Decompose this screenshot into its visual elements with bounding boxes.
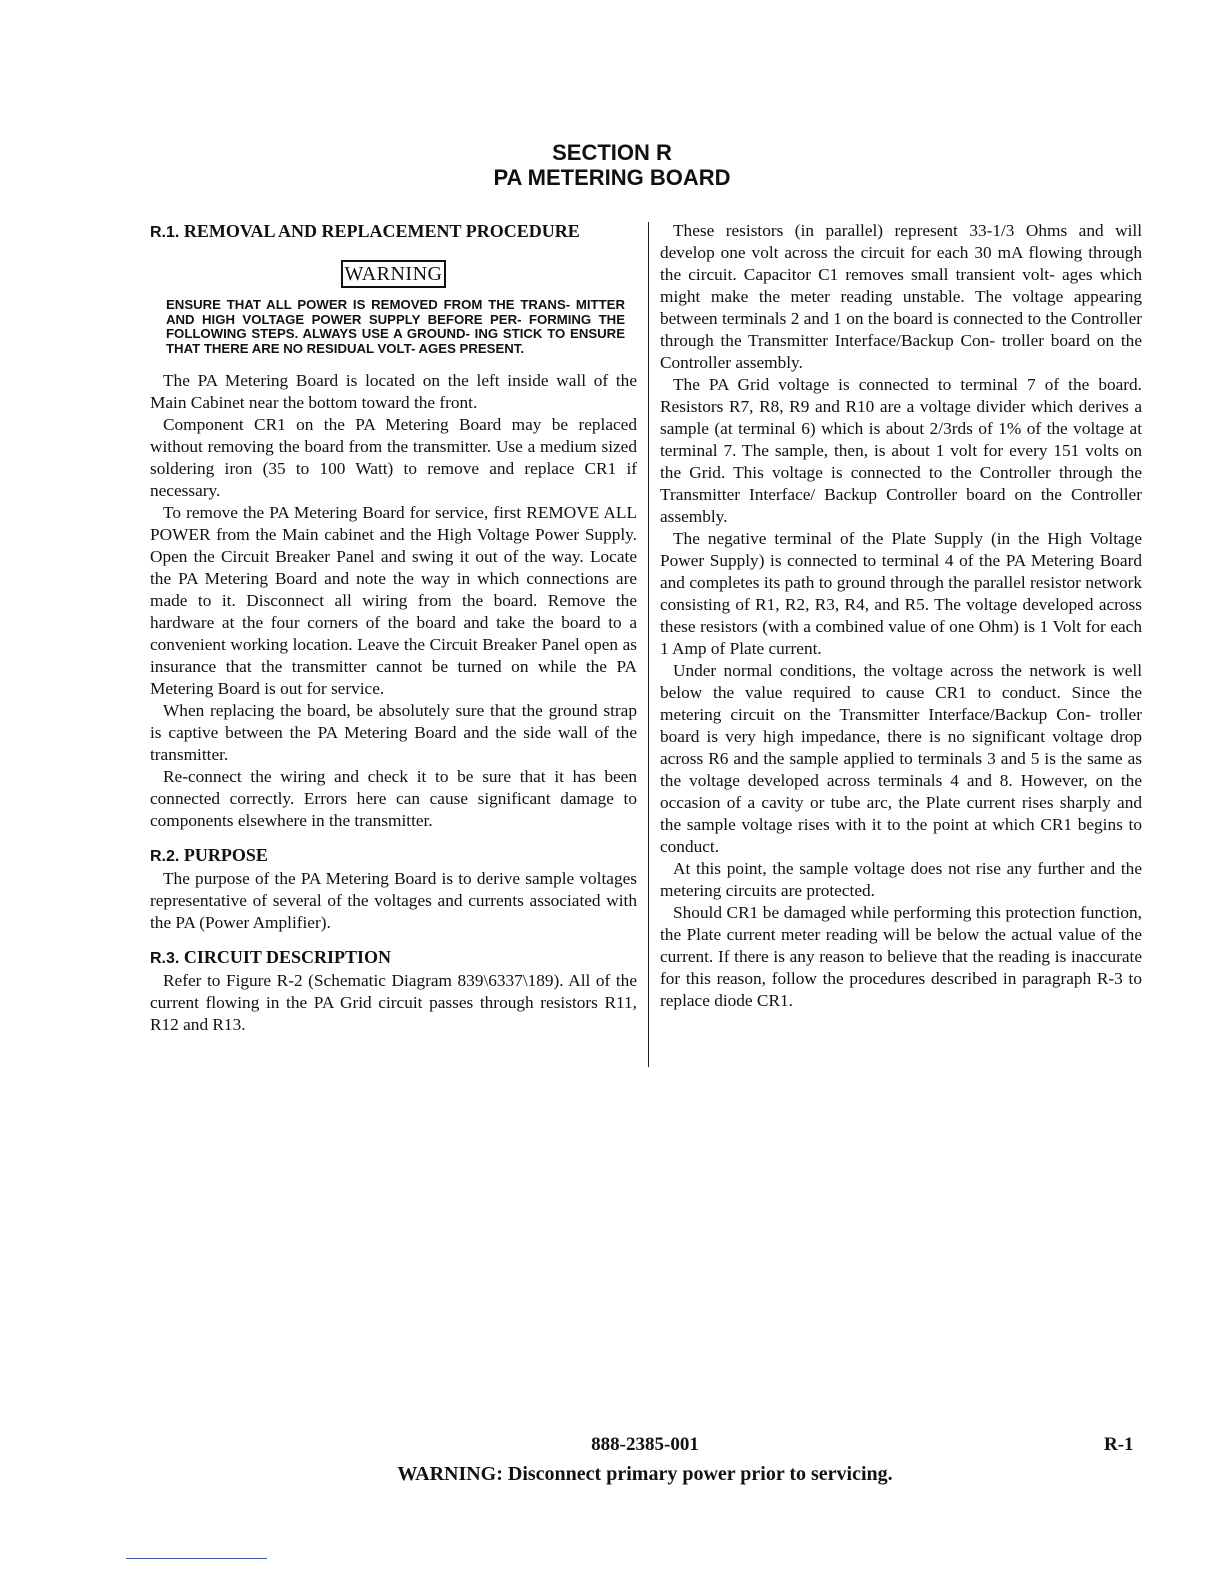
section-heading-r3 xyxy=(150,946,637,970)
section-number: R.2. xyxy=(150,848,180,866)
section-title: CIRCUIT DESCRIPTION xyxy=(183,947,392,968)
section-number: R.3. xyxy=(150,950,180,968)
warning-text: ENSURE THAT ALL POWER IS REMOVED FROM THE TRANS- MITTER AND HIGH VOLTAGE POWER SUPPLY BEFORE PER- FORMING THE FOLLOWING STEPS. ALWAYS USE A GROUND- ING STICK TO ENSURE THAT THERE ARE NO RESIDUAL VOLT- AGES PRESENT. xyxy=(166,297,625,356)
paragraph: At this point, the sample voltage does not rise any further and the metering circuits are protected. xyxy=(660,859,1142,900)
paragraph: These resistors (in parallel) represent 33-1/3 Ohms and will develop one volt across the circuit for each 30 mA flowing through the circuit. Capacitor C1 removes small transient volt- ages which might make the meter reading unstable. The voltage appearing between terminals 2 and 1 on the board is connected to the Controller through the Transmitter Interface/Backup Con- troller board on the Controller assembly. xyxy=(660,221,1142,372)
paragraph: To remove the PA Metering Board for service, first REMOVE ALL POWER from the Main cabinet and the High Voltage Power Supply. Open the Circuit Breaker Panel and swing it out of the way. Locate the PA Metering Board and note the way in which connections are made to it. Disconnect all wiring from the board. Remove the hardware at the four corners of the board and take the board to a convenient working location. Leave the Circuit Breaker Panel open as insurance that the transmitter cannot be turned on while the PA Metering Board is out for service. xyxy=(150,503,637,699)
paragraph: Under normal conditions, the voltage across the network is well below the value required to cause CR1 to conduct. Since the metering circuit on the Transmitter Interface/Backup Con- troller board is very high impedance, there is no significant voltage drop across R6 and the sample applied to terminals 3 and 5 is the same as the voltage developed across terminals 4 and 8. However, on the occasion of a cavity or tube arc, the Plate current rises sharply and the sample voltage rises with it to the point at which CR1 begins to conduct. xyxy=(660,661,1142,856)
section-heading-r1 xyxy=(150,220,637,244)
document-number: 888-2385-001 xyxy=(591,1434,699,1455)
right-column xyxy=(660,220,1142,1012)
section-label: SECTION R xyxy=(552,140,672,165)
section-number: R.1. xyxy=(150,224,180,241)
paragraph: The PA Grid voltage is connected to terminal 7 of the board. Resistors R7, R8, R9 and R10 are a voltage divider which derives a sample (at terminal 6) which is about 2/3rds of 1% of the voltage at terminal 7. The sample, then, is about 1 volt for every 151 volts on the Grid. This voltage is connected to the Controller through the Transmitter Interface/ Backup Controller board on the Controller assembly. xyxy=(660,375,1142,526)
paragraph: Re-connect the wiring and check it to be sure that it has been connected correctly. Errors here can cause significant damage to components elsewhere in the transmitter. xyxy=(150,767,637,831)
footer-warning: WARNING: Disconnect primary power prior to servicing. xyxy=(397,1463,893,1485)
warning-label: WARNING xyxy=(341,260,447,288)
paragraph: The PA Metering Board is located on the left inside wall of the Main Cabinet near the bottom toward the front. xyxy=(150,371,637,413)
warning-box-wrap xyxy=(150,260,637,288)
section-title: PURPOSE xyxy=(183,845,268,866)
paragraph: When replacing the board, be absolutely sure that the ground strap is captive between the PA Metering Board and the side wall of the transmitter. xyxy=(150,701,637,765)
paragraph: Should CR1 be damaged while performing this protection function, the Plate current meter reading will be below the actual value of the current. If there is any reason to believe that the reading is inaccurate for this reason, follow the procedures described in paragraph R-3 to replace diode CR1. xyxy=(660,903,1142,1010)
left-column xyxy=(150,220,637,1036)
section-header xyxy=(0,140,1224,190)
scan-artifact-line xyxy=(126,1558,267,1559)
paragraph: The negative terminal of the Plate Supply (in the High Voltage Power Supply) is connected to terminal 4 of the PA Metering Board and completes its path to ground through the parallel resistor network consisting of R1, R2, R3, R4, and R5. The voltage developed across these resistors (with a combined value of one Ohm) is 1 Volt for each 1 Amp of Plate current. xyxy=(660,529,1142,658)
page-number: R-1 xyxy=(1104,1434,1134,1455)
section-title: REMOVAL AND REPLACEMENT PROCEDURE xyxy=(183,221,580,241)
section-heading-r2 xyxy=(150,844,637,868)
page-title: PA METERING BOARD xyxy=(493,165,731,190)
column-divider xyxy=(648,222,649,1067)
paragraph: Component CR1 on the PA Metering Board may be replaced without removing the board from the transmitter. Use a medium sized soldering iron (35 to 100 Watt) to remove and replace CR1 if necessary. xyxy=(150,415,637,501)
paragraph: Refer to Figure R-2 (Schematic Diagram 839\6337\189). All of the current flowing in the PA Grid circuit passes through resistors R11, R12 and R13. xyxy=(150,971,637,1035)
paragraph: The purpose of the PA Metering Board is to derive sample voltages representative of several of the voltages and currents associated with the PA (Power Amplifier). xyxy=(150,869,637,933)
